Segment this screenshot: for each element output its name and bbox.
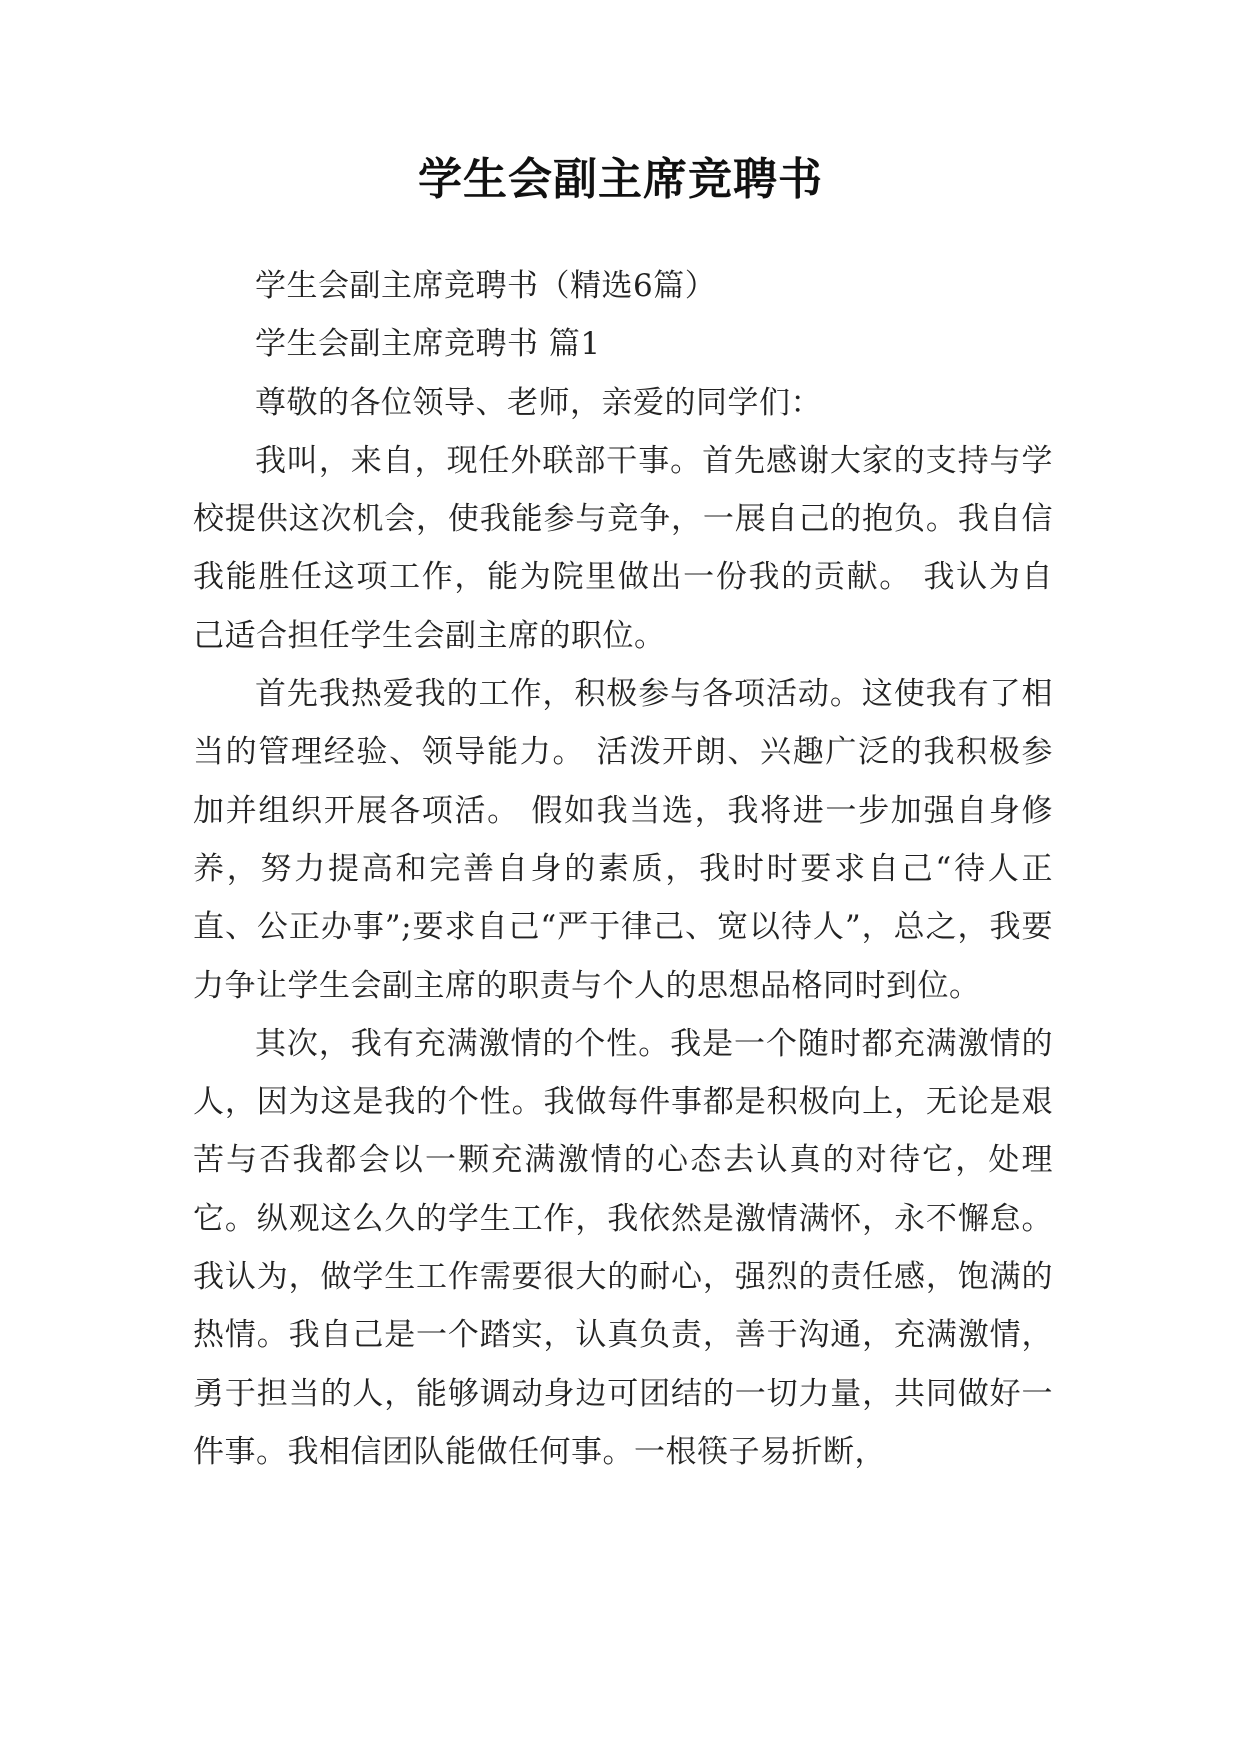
document-title: 学生会副主席竞聘书 bbox=[418, 154, 823, 205]
paragraph-salutation: 尊敬的各位领导、老师，亲爱的同学们： bbox=[255, 384, 822, 421]
paragraph-introduction: 我叫，来自，现任外联部干事。首先感谢大家的支持与学校提供这次机会，使我能参与竞争，一展自己的抱负。我自信我能胜任这项工作，能为院里做出一份我的贡献。 我认为自己适合担任学生会副主席的职位。 bbox=[193, 442, 1053, 654]
paragraph-subtitle: 学生会副主席竞聘书（精选6篇） bbox=[255, 268, 717, 304]
document-body bbox=[193, 257, 1053, 1481]
paragraph-section-heading: 学生会副主席竞聘书 篇1 bbox=[255, 326, 601, 363]
paragraph-first-reason: 首先我热爱我的工作，积极参与各项活动。这使我有了相当的管理经验、领导能力。 活泼开朗、兴趣广泛的我积极参加并组织开展各项活。 假如我当选，我将进一步加强自身修养，努力提高和完善自身的素质，我时时要求自己“待人正直、公正办事”;要求自己“严于律己、宽以待人”，总之，我要力争让学生会副主席的职责与个人的思想品格同时到位。 bbox=[193, 676, 1053, 1004]
paragraph-second-reason: 其次，我有充满激情的个性。我是一个随时都充满激情的人，因为这是我的个性。我做每件事都是积极向上，无论是艰苦与否我都会以一颗充满激情的心态去认真的对待它，处理它。纵观这么久的学生工作，我依然是激情满怀，永不懈怠。我认为，做学生工作需要很大的耐心，强烈的责任感，饱满的热情。我自己是一个踏实，认真负责，善于沟通，充满激情，勇于担当的人，能够调动身边可团结的一切力量，共同做好一件事。我相信团队能做任何事。一根筷子易折断， bbox=[193, 1025, 1053, 1470]
